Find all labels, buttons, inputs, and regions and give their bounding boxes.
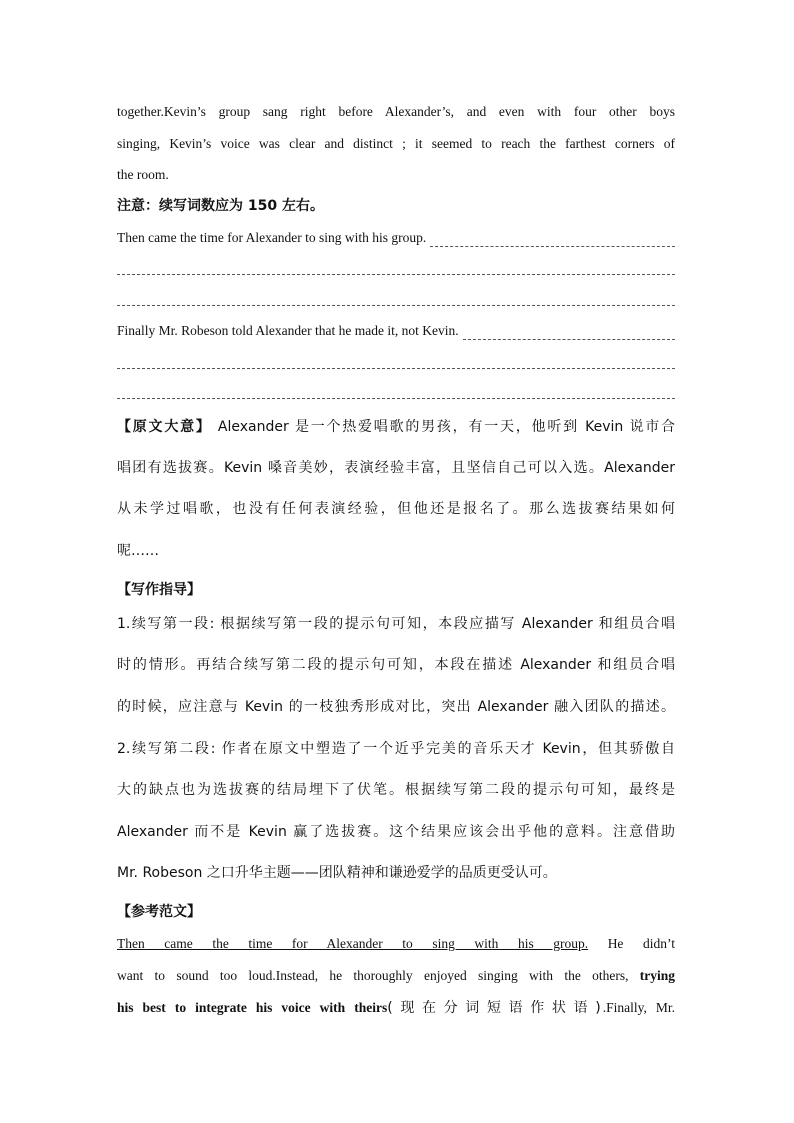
guide-line-3: 的时候，应注意与 Kevin 的一枝独秀形成对比，突出 Alexander 融入团队的描述。 [117,699,675,715]
answer-line[interactable] [117,305,675,306]
prompt-paragraph-2 [117,322,675,340]
summary-line-3: 从未学过唱歌，也没有任何表演经验，但他还是报名了。那么选拔赛结果如何 [117,501,675,517]
excerpt-line-1: together.Kevin’s group sang right before Alexander’s, and even with four other boys [117,104,675,119]
answer-line[interactable] [117,398,675,399]
reference-text-3: .Finally, Mr. [602,1000,675,1015]
reference-line-2 [117,967,675,985]
reference-line-1 [117,935,675,953]
word-count-note: 注意：续写词数应为 150 左右。 [117,198,324,214]
answer-line[interactable] [117,274,675,275]
grammar-annotation: (现在分词短语作状语) [387,1000,603,1016]
guide-line-2: 时的情形。再结合续写第二段的提示句可知，本段在描述 Alexander 和组员合唱 [117,657,675,673]
answer-blank[interactable] [430,234,675,247]
reference-heading: 【参考范文】 [117,904,201,920]
reference-text-1: He didn’t [607,936,675,951]
guide-line-5: 大的缺点也为选拔赛的结局埋下了伏笔。根据续写第二段的提示句可知，最终是 [117,782,675,798]
reference-underlined-prompt: Then came the time for Alexander to sing with his group. [117,936,589,951]
answer-blank[interactable] [463,327,675,340]
reference-bold-3: his best to integrate his voice with theirs [117,1000,388,1015]
guide-line-4: 2.续写第二段: 作者在原文中塑造了一个近乎完美的音乐天才 Kevin，但其骄傲自 [117,741,675,757]
prompt-sentence-1: Then came the time for Alexander to sing with his group. [117,230,427,245]
reference-bold-2: trying [639,968,676,983]
reference-text-2: want to sound too loud.Instead, he thoroughly enjoyed singing with the others, [117,968,629,983]
summary-line-4: 呢…… [117,543,159,559]
reference-line-3 [117,999,675,1017]
excerpt-line-3: the room. [117,167,169,182]
guide-line-6: Alexander 而不是 Kevin 赢了选拔赛。这个结果应该会出乎他的意料。注意借助 [117,824,675,840]
guide-line-1: 1.续写第一段: 根据续写第一段的提示句可知，本段应描写 Alexander 和组员合唱 [117,616,675,632]
summary-label: 【原文大意】 [117,419,212,435]
answer-line[interactable] [117,368,675,369]
guide-heading: 【写作指导】 [117,582,201,598]
summary-text-1: Alexander 是一个热爱唱歌的男孩，有一天，他听到 Kevin 说市合 [217,419,676,435]
prompt-paragraph-1 [117,229,675,247]
summary-line-1 [117,418,675,436]
summary-line-2: 唱团有选拔赛。Kevin 嗓音美妙，表演经验丰富，且坚信自己可以入选。Alexander [117,460,675,476]
prompt-sentence-2: Finally Mr. Robeson told Alexander that he made it, not Kevin. [117,323,459,338]
guide-line-7: Mr. Robeson 之口升华主题——团队精神和谦逊爱学的品质更受认可。 [117,865,557,881]
excerpt-line-2: singing, Kevin’s voice was clear and distinct ; it seemed to reach the farthest corners of [117,136,675,151]
